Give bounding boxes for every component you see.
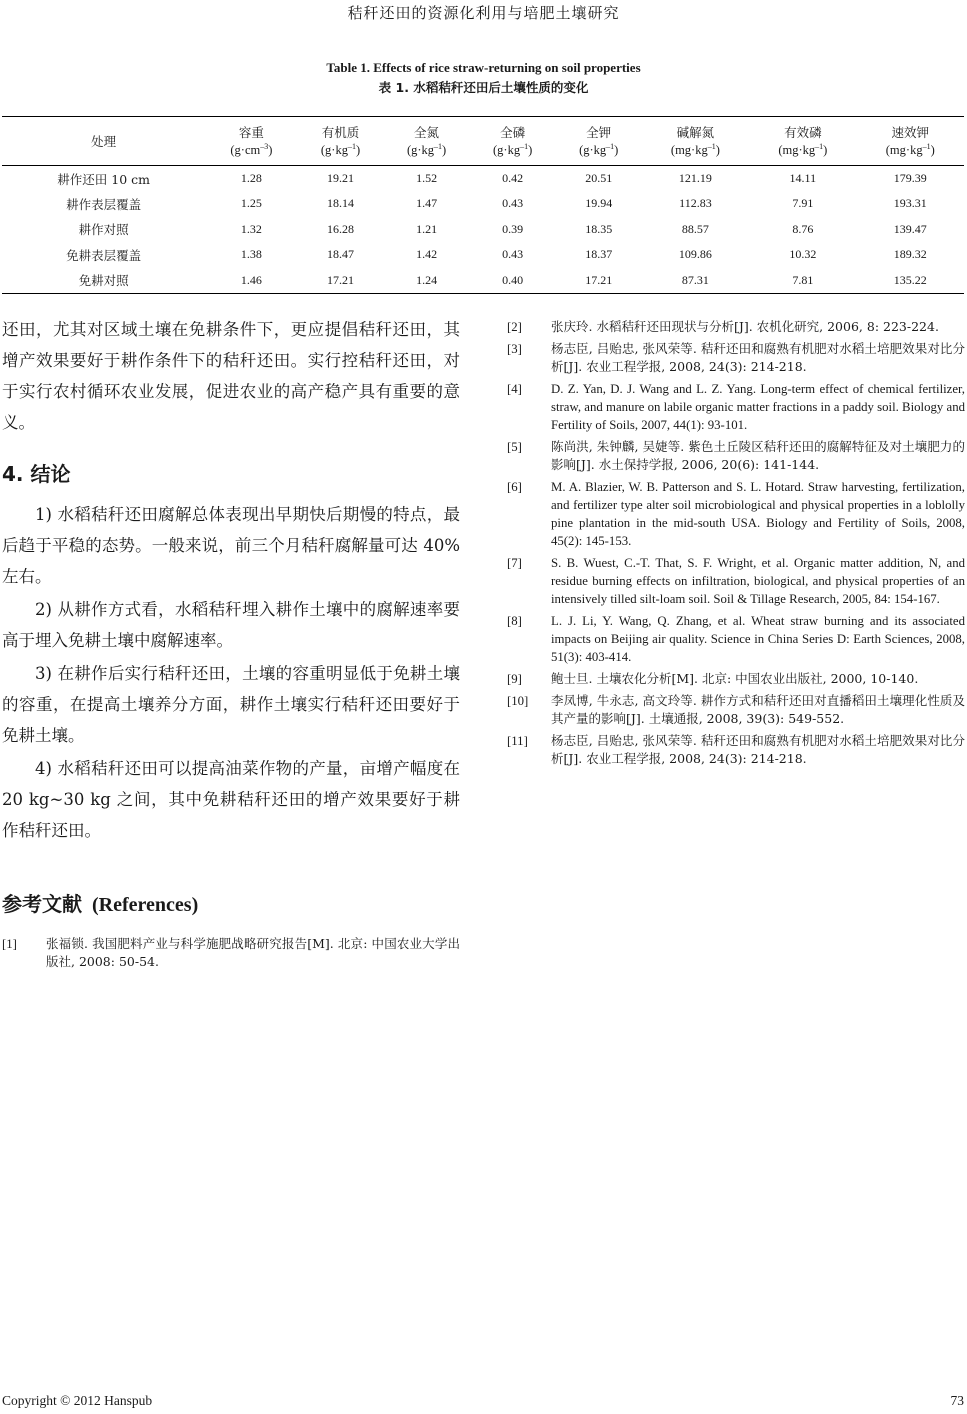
value-cell: 1.21 [416, 221, 438, 236]
value-cell: 18.14 [327, 196, 354, 211]
reference-text: 杨志臣, 吕贻忠, 张风荣等. 秸秆还田和腐熟有机肥对水稻土培肥效果对比分析[J]. 农业工程学报, 2008, 24(3): 214-218. [551, 341, 965, 374]
value-cell: 1.25 [240, 196, 262, 211]
references-list-right [507, 318, 965, 772]
unit-exponent: –1 [434, 142, 443, 152]
value-cell: 20.51 [585, 171, 613, 185]
column-name: 全磷 [500, 125, 526, 141]
column-unit [857, 142, 964, 158]
column-name: 碱解氮 [676, 125, 715, 141]
reference-text: S. B. Wuest, C.-T. That, S. F. Wright, et al. Organic matter addition, N, and residue burning effects on infiltration, biological, and physical properties of an intensively tilled silt-loam soil. Soil & Tillage Research, 2005, 84: 154-167. [551, 556, 965, 606]
column-unit [470, 142, 556, 158]
reference-number: [3] [507, 342, 522, 356]
table-caption-zh: 表 1. 水稻秸秆还田后土壤性质的变化 [378, 80, 589, 95]
conclusion-3: 3) 在耕作后实行秸秆还田，土壤的容重明显低于免耕土壤的容重，在提高土壤养分方面，耕作土壤实行秸秆还田要好于免耕土壤。 [2, 664, 460, 745]
unit-exponent: –1 [922, 142, 931, 152]
column-header [297, 117, 383, 166]
unit-base: (g·kg [406, 143, 435, 158]
reference-item [507, 612, 965, 666]
value-cell: 17.21 [585, 272, 613, 287]
value-cell: 112.83 [679, 196, 712, 211]
reference-item [507, 732, 965, 768]
unit-base: (mg·kg [885, 143, 923, 158]
soil-properties-table [2, 116, 964, 294]
column-name: 全氮 [414, 125, 440, 141]
value-cell: 0.40 [502, 272, 524, 287]
value-cell: 0.43 [502, 196, 524, 211]
body-continuation: 还田，尤其对区域土壤在免耕条件下，更应提倡秸秆还田，其增产效果要好于耕作条件下的秸秆还田。实行控秸秆还田，对于实行农村循环农业发展，促进农业的高产稳产具有重要的意义。 [2, 320, 460, 432]
table-header-row [2, 117, 964, 166]
references-heading-zh: 参考文献 [2, 892, 82, 916]
value-cell: 18.47 [327, 247, 354, 262]
section-heading-conclusion: 4. 结论 [2, 462, 71, 486]
table-row [2, 191, 964, 217]
reference-item [2, 935, 460, 971]
reference-number: [6] [507, 480, 522, 494]
value-cell: 7.81 [792, 272, 814, 287]
value-cell: 139.47 [893, 221, 927, 236]
column-unit [556, 142, 642, 158]
value-cell: 109.86 [678, 247, 712, 262]
treatment-cell: 免耕表层覆盖 [66, 247, 142, 263]
reference-item [507, 380, 965, 434]
reference-text: 李凤博, 牛永志, 高文玲等. 耕作方式和秸秆还田对直播稻田土壤理化性质及其产量的影响[J]. 土壤通报, 2008, 39(3): 549-552. [551, 693, 965, 726]
column-unit [749, 142, 856, 158]
reference-text: 杨志臣, 吕贻忠, 张风荣等. 秸秆还田和腐熟有机肥对水稻土培肥效果对比分析[J]. 农业工程学报, 2008, 24(3): 214-218. [551, 733, 965, 766]
column-header [2, 117, 205, 166]
unit-base: (g·kg [493, 143, 521, 158]
column-unit [297, 142, 383, 158]
value-cell: 193.31 [893, 196, 927, 211]
unit-tail: ) [442, 143, 447, 158]
running-header: 秸秆还田的资源化利用与培肥土壤研究 [347, 4, 620, 22]
reference-text: 鲍士旦. 土壤农化分析[M]. 北京: 中国农业出版社, 2000, 10-140. [551, 671, 919, 686]
reference-item [507, 318, 965, 336]
value-cell: 88.57 [681, 221, 709, 236]
unit-tail: ) [614, 143, 619, 158]
reference-number: [5] [507, 440, 522, 454]
value-cell: 1.46 [240, 272, 262, 287]
reference-item [507, 340, 965, 376]
reference-text: 张庆玲. 水稻秸秆还田现状与分析[J]. 农机化研究, 2006, 8: 223-224. [551, 319, 939, 334]
reference-number: [10] [507, 694, 529, 708]
value-cell: 19.94 [585, 196, 613, 211]
treatment-cell: 耕作表层覆盖 [66, 196, 142, 212]
column-name: 处理 [91, 134, 117, 149]
unit-tail: ) [823, 143, 828, 158]
unit-base: (g·kg [320, 143, 348, 158]
reference-number: [9] [507, 672, 522, 686]
column-name: 有效磷 [784, 125, 822, 141]
table-row [2, 217, 964, 243]
table-row [2, 242, 964, 268]
table-body [2, 166, 964, 294]
value-cell: 14.11 [789, 171, 817, 185]
value-cell: 0.39 [502, 221, 524, 236]
column-name: 速效钾 [891, 125, 930, 141]
value-cell: 1.32 [240, 221, 262, 236]
value-cell: 0.42 [502, 171, 524, 185]
column-name: 全钾 [586, 125, 612, 141]
value-cell: 87.31 [681, 272, 709, 287]
table-caption [0, 60, 967, 96]
reference-item [507, 478, 965, 550]
value-cell: 16.28 [327, 221, 354, 236]
column-header [749, 117, 856, 166]
reference-text: M. A. Blazier, W. B. Patterson and S. L. Hotard. Straw harvesting, fertilization, and fertilizer type alter soil microbiological and physical properties in a loblolly pine plantation in the mid-south USA. Biology and Fertility of Soils, 2008, 45(2): 145-153. [551, 480, 965, 548]
value-cell: 1.52 [416, 171, 438, 185]
value-cell: 10.32 [789, 247, 817, 262]
unit-base: (g·kg [579, 143, 607, 158]
reference-item [507, 554, 965, 608]
unit-tail: ) [355, 143, 361, 158]
column-header [470, 117, 556, 166]
references-heading [2, 888, 460, 917]
value-cell: 18.37 [585, 247, 613, 262]
value-cell: 7.91 [792, 196, 814, 211]
treatment-cell: 耕作对照 [78, 222, 129, 238]
value-cell: 19.21 [327, 171, 354, 185]
unit-base: (g·cm [230, 143, 261, 158]
unit-base: (mg·kg [670, 143, 708, 158]
unit-exponent: –1 [606, 142, 615, 152]
column-header [384, 117, 470, 166]
value-cell: 1.24 [416, 272, 438, 287]
conclusion-2: 2) 从耕作方式看，水稻秸秆埋入耕作土壤中的腐解速率要高于埋入免耕土壤中腐解速率。 [2, 600, 460, 650]
unit-exponent: –1 [520, 142, 529, 152]
table-row [2, 268, 964, 294]
value-cell: 189.32 [893, 247, 927, 262]
conclusion-1: 1) 水稻秸秆还田腐解总体表现出早期快后期慢的特点，最后趋于平稳的态势。一般来说，前三个月秸秆腐解量可达 40%左右。 [2, 505, 460, 586]
value-cell: 135.22 [893, 272, 927, 287]
value-cell: 1.47 [416, 196, 438, 211]
value-cell: 18.35 [585, 221, 613, 236]
column-unit [642, 142, 749, 158]
reference-number: [11] [507, 734, 528, 748]
references-heading-en: (References) [92, 894, 199, 916]
value-cell: 1.28 [240, 171, 262, 185]
unit-tail: ) [268, 143, 273, 158]
value-cell: 17.21 [327, 272, 354, 287]
treatment-cell: 耕作还田 10 cm [57, 171, 151, 187]
reference-text: D. Z. Yan, D. J. Wang and L. Z. Yang. Long-term effect of chemical fertilizer, straw, and manure on labile organic matter fractions in a paddy soil. Biology and Fertility of Soils, 2007, 44(1): 93-101. [551, 382, 965, 432]
reference-item [507, 692, 965, 728]
column-header [857, 117, 964, 166]
reference-number: [1] [2, 937, 17, 951]
reference-text: L. J. Li, Y. Wang, Q. Zhang, et al. Wheat straw burning and its associated impacts on Beijing air quality. Science in China Series D: Earth Sciences, 2008, 51(3): 403-414. [551, 614, 965, 664]
unit-base: (mg·kg [778, 143, 816, 158]
column-unit [384, 142, 470, 158]
references-list-left [2, 935, 460, 971]
column-header [642, 117, 749, 166]
conclusion-4: 4) 水稻秸秆还田可以提高油菜作物的产量，亩增产幅度在 20 kg~30 kg 之间，其中免耕秸秆还田的增产效果要好于耕作秸秆还田。 [2, 759, 460, 840]
column-header [205, 117, 297, 166]
value-cell: 8.76 [792, 221, 814, 236]
table-caption-en: Table 1. Effects of rice straw-returning on soil properties [326, 60, 641, 75]
column-name: 有机质 [321, 125, 360, 141]
value-cell: 1.42 [416, 247, 438, 262]
reference-number: [8] [507, 614, 522, 628]
left-column [2, 314, 460, 975]
table-row [2, 166, 964, 192]
reference-text: 陈尚洪, 朱钟麟, 吴婕等. 紫色土丘陵区秸秆还田的腐解特征及对土壤肥力的影响[J]. 水土保持学报, 2006, 20(6): 141-144. [551, 439, 965, 472]
reference-text: 张福锁. 我国肥料产业与科学施肥战略研究报告[M]. 北京: 中国农业大学出版社, 2008: 50-54. [46, 936, 460, 969]
reference-number: [2] [507, 320, 522, 334]
column-name: 容重 [238, 125, 264, 141]
unit-exponent: –1 [815, 142, 824, 152]
unit-exponent: –3 [260, 142, 269, 152]
unit-tail: ) [528, 143, 533, 158]
page-number: 73 [950, 1393, 964, 1408]
unit-exponent: –1 [707, 142, 716, 152]
reference-item [507, 438, 965, 474]
unit-tail: ) [930, 143, 935, 158]
column-header [556, 117, 642, 166]
reference-number: [4] [507, 382, 522, 396]
treatment-cell: 免耕对照 [78, 273, 129, 288]
value-cell: 0.43 [502, 247, 524, 262]
unit-exponent: –1 [347, 142, 356, 152]
reference-number: [7] [507, 556, 522, 570]
value-cell: 121.19 [678, 171, 712, 185]
value-cell: 179.39 [893, 171, 927, 185]
unit-tail: ) [715, 143, 720, 158]
value-cell: 1.38 [240, 247, 262, 262]
column-unit [205, 142, 297, 158]
footer-copyright: Copyright © 2012 Hanspub [2, 1393, 153, 1408]
reference-item [507, 670, 965, 688]
